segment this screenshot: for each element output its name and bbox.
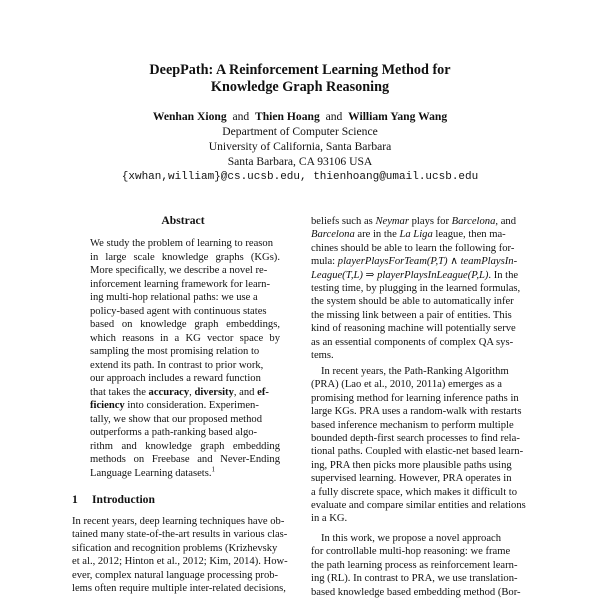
body-line: the missing link between a pair of entities. This <box>311 309 512 321</box>
formula-term: playerPlaysForTeam(P,T) <box>337 256 448 268</box>
abstract-line <box>90 399 280 413</box>
body-line: tional paths. Coupled with elastic-net based learn- <box>311 446 524 458</box>
abstract-line <box>90 464 280 481</box>
body-line: as an essential components of complex QA sys- <box>311 336 514 348</box>
body-line: lems often require multiple inter-related decisions, <box>72 583 286 595</box>
abstract-line: based on knowledge graph embeddings, <box>90 319 280 330</box>
abstract-text: Language Learning datasets. <box>90 467 212 479</box>
body-text: , and <box>495 216 516 227</box>
author-separator: and <box>232 110 250 123</box>
abstract-line: our approach includes a reward function <box>90 373 261 384</box>
abstract-line: outperforms a path-ranking based algo- <box>90 427 258 438</box>
italic-term: La Liga <box>399 229 433 241</box>
abstract-text: , <box>189 386 195 398</box>
body-line: In recent years, the Path-Ranking Algorithm <box>321 366 509 377</box>
implies-symbol: ⇒ <box>362 269 378 281</box>
body-line: kind of reasoning machine will potentially serve <box>311 323 516 335</box>
formula-term: playerPlaysInLeague(P,L) <box>377 269 489 281</box>
body-line <box>311 215 533 228</box>
body-line: a fully discrete space, which makes it difficult to <box>311 486 518 498</box>
footnote-marker: 1 <box>211 464 215 473</box>
abstract-body <box>90 237 280 480</box>
abstract-bold-term: ficiency <box>90 400 125 411</box>
body-line: based inference mechanism to perform multiple <box>311 419 514 431</box>
abstract-line: methods on Freebase and Never-Ending <box>90 454 280 465</box>
body-line: promising method for learning inference paths in <box>311 392 519 404</box>
italic-term: Barcelona <box>451 216 496 227</box>
body-line: the system should be able to automatically infer <box>311 296 514 308</box>
abstract-text: into consideration. Experimen- <box>124 400 259 411</box>
abstract-text: , and <box>233 386 258 398</box>
body-line: bounded depth-first search processes to find rela- <box>311 433 520 445</box>
author-list <box>0 110 600 124</box>
abstract-line: which reasons in a KG vector space by <box>90 332 280 344</box>
abstract-line: extend its path. In contrast to prior work, <box>90 359 264 371</box>
body-line: (PRA) (Lao et al., 2010, 2011a) emerges as a <box>311 379 502 391</box>
section-title: Introduction <box>92 493 155 506</box>
author-name: William Yang Wang <box>348 110 448 123</box>
right-column-paragraph-1 <box>311 215 533 362</box>
italic-term: Neymar <box>375 216 409 227</box>
body-line: ing, PRA then picks more plausible paths using <box>311 459 512 471</box>
abstract-line: More specifically, we describe a novel re- <box>90 265 268 276</box>
intro-paragraph <box>72 515 294 595</box>
body-line: sification and recognition problems (Krizhevsky <box>72 542 278 554</box>
abstract-bold-term: ef- <box>257 386 269 398</box>
abstract-line: policy-based agent with continuous states <box>90 305 267 317</box>
author-name: Thien Hoang <box>255 110 320 123</box>
body-line: based knowledge based embedding method (Bor- <box>311 586 521 598</box>
body-text: . In the <box>488 269 519 281</box>
section-heading-introduction <box>72 493 155 506</box>
body-line: et al., 2012; Hinton et al., 2012; Kim, 2014). How- <box>72 556 288 568</box>
abstract-line: We study the problem of learning to reason <box>90 238 274 249</box>
body-text: league, then ma- <box>432 229 506 241</box>
body-line: testing time, by plugging in the learned formulas, <box>311 283 521 295</box>
body-text: mula: <box>311 256 338 268</box>
body-line <box>311 269 533 282</box>
abstract-line: in large scale knowledge graphs (KGs). <box>90 251 280 263</box>
body-line <box>311 228 533 241</box>
abstract-text: that takes the <box>90 386 149 398</box>
author-separator: and <box>325 110 343 123</box>
body-line: chines should be able to learn the following for- <box>311 242 515 254</box>
affiliation-department: Department of Computer Science <box>222 125 378 138</box>
affiliation-university: University of California, Santa Barbara <box>208 140 392 153</box>
body-line: ing (RL). In contrast to PRA, we use translation- <box>311 573 518 585</box>
author-emails: {xwhan,william}@cs.ucsb.edu, thienhoang@umail.ucsb.edu <box>121 171 479 183</box>
body-line: for controllable multi-hop reasoning: we frame <box>311 546 511 558</box>
author-name: Wenhan Xiong <box>152 110 227 123</box>
abstract-heading: Abstract <box>161 214 205 227</box>
body-line: tems. <box>311 350 334 362</box>
body-line: the path learning process as reinforcement learn- <box>311 559 518 571</box>
body-line: In recent years, deep learning techniques have ob- <box>72 516 285 527</box>
abstract-bold-term: diversity <box>194 386 234 398</box>
logic-and-symbol: ∧ <box>447 256 461 268</box>
right-column-paragraph-3 <box>311 532 533 599</box>
paper-title-line-2: Knowledge Graph Reasoning <box>210 79 390 95</box>
formula-term: League(T,L) <box>311 269 363 281</box>
abstract-line: tally, we show that our proposed method <box>90 413 263 425</box>
abstract-line: ing multi-hop relational paths: we use a <box>90 292 258 303</box>
body-line: tained many state-of-the-art results in various clas- <box>72 529 288 541</box>
body-line: ever, complex natural language processing prob- <box>72 569 279 581</box>
abstract-bold-term: accuracy <box>148 386 190 398</box>
abstract-line: inforcement learning framework for learn- <box>90 278 271 290</box>
section-number: 1 <box>72 493 78 506</box>
abstract-line: rithm and knowledge graph embedding <box>90 440 280 452</box>
affiliation-address: Santa Barbara, CA 93106 USA <box>227 155 373 168</box>
paper-title-line-1: DeepPath: A Reinforcement Learning Method for <box>149 62 451 78</box>
body-line: supervised learning. However, PRA operates in <box>311 473 512 485</box>
body-line: large KGs. PRA uses a random-walk with restarts <box>311 406 522 418</box>
body-line: evaluate and compare similar entities and relations <box>311 500 526 512</box>
right-column-paragraph-2 <box>311 365 533 526</box>
abstract-line <box>90 386 280 400</box>
body-text: are in the <box>354 229 400 241</box>
abstract-line: sampling the most promising relation to <box>90 346 260 357</box>
body-line <box>311 255 533 268</box>
body-line: in a KG. <box>311 513 348 525</box>
body-line: In this work, we propose a novel approach <box>321 533 502 544</box>
formula-term: teamPlaysIn- <box>460 256 518 268</box>
italic-term: Barcelona <box>311 229 355 241</box>
body-text: beliefs such as <box>311 216 376 227</box>
body-text: plays for <box>408 216 452 227</box>
